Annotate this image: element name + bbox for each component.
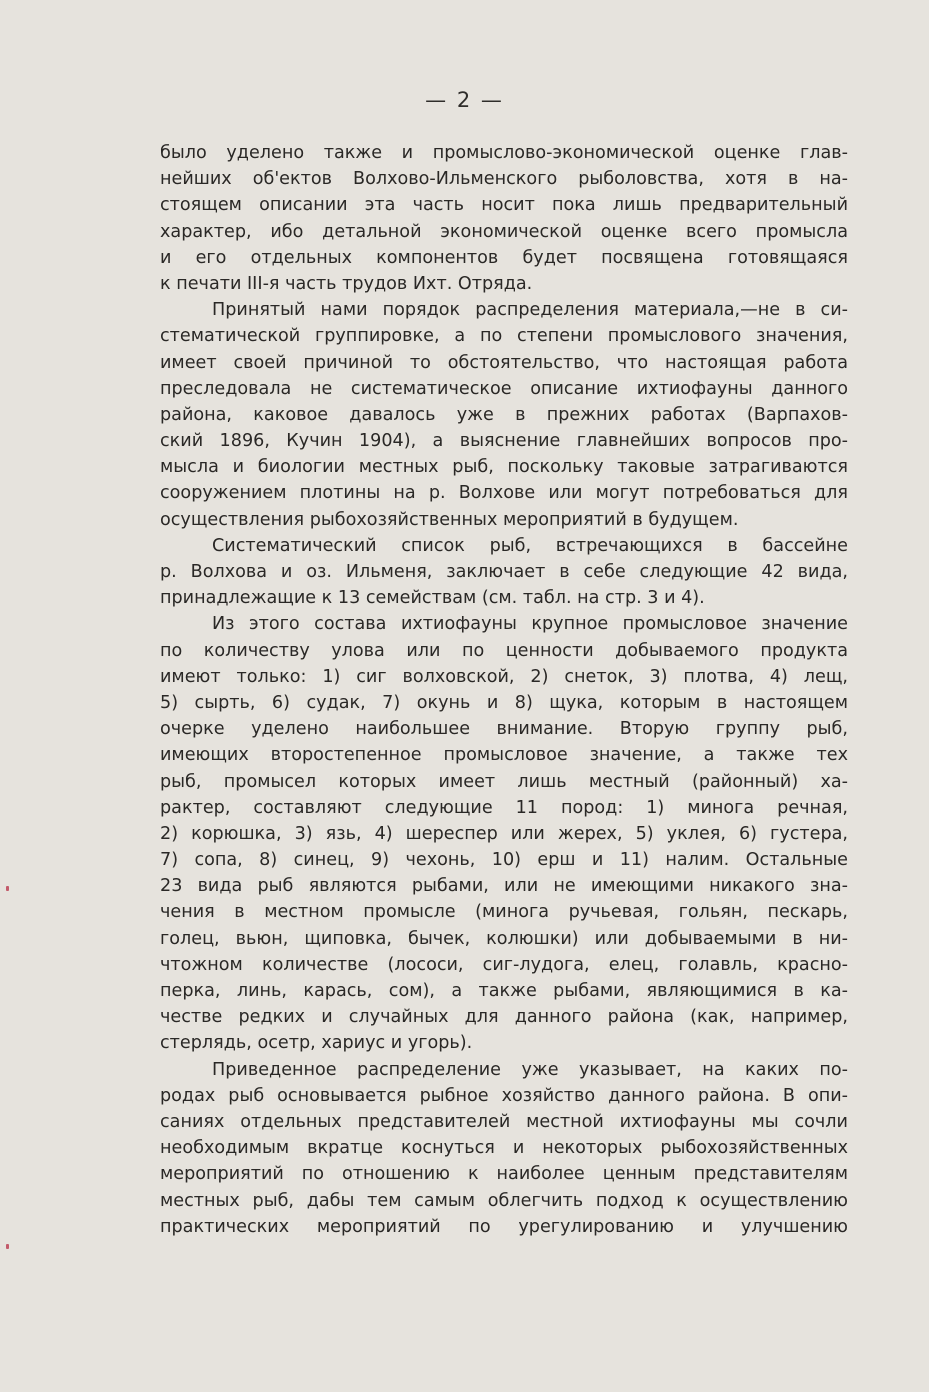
text-line: и его отдельных компонентов будет посвящена готовящаяся [160, 247, 848, 268]
text-line: было уделено также и промыслово-экономической оценке глав- [160, 143, 848, 163]
paragraph [160, 140, 848, 297]
text-line: голец, вьюн, щиповка, бычек, колюшки) или добываемыми в ни- [160, 928, 848, 949]
text-line: мысла и биологии местных рыб, поскольку таковые затрагиваются [160, 457, 848, 478]
text-line: района, каковое давалось уже в прежних работах (Варпахов- [160, 404, 848, 425]
text-line: стематической группировке, а по степени промыслового значения, [160, 326, 848, 347]
text-line: нейших об'ектов Волхово-Ильменского рыболовства, хотя в на- [160, 169, 848, 190]
text-line: р. Волхова и оз. Ильменя, заключает в себе следующие 42 вида, [160, 562, 848, 582]
text-line: рыб, промысел которых имеет лишь местный (районный) ха- [160, 771, 848, 792]
text-line: Принятый нами порядок распределения материала,—не в си- [212, 300, 848, 321]
text-line: имеет своей причиной то обстоятельство, что настоящая работа [160, 352, 848, 373]
text-line: осуществления рыбохозяйственных мероприятий в будущем. [160, 509, 739, 530]
text-line: мероприятий по отношению к наиболее ценным представителям [160, 1164, 848, 1185]
text-line: 23 вида рыб являются рыбами, или не имеющими никакого зна- [160, 876, 848, 897]
text-line: чтожном количестве (лососи, сиг-лудога, елец, голавль, красно- [160, 954, 848, 975]
body-text [160, 140, 848, 1240]
page-number: — 2 — [425, 88, 504, 112]
text-line: саниях отдельных представителей местной ихтиофауны мы сочли [160, 1111, 848, 1132]
text-line: честве редких и случайных для данного района (как, например, [160, 1007, 848, 1028]
text-line: по количеству улова или по ценности добываемого продукта [160, 640, 848, 661]
text-line: имеющих второстепенное промысловое значение, а также тех [160, 745, 848, 766]
paragraph [160, 297, 848, 533]
text-line: 5) сырть, 6) судак, 7) окунь и 8) щука, которым в настоящем [160, 692, 848, 713]
text-line: Из этого состава ихтиофауны крупное промысловое значение [212, 614, 848, 635]
text-line: чения в местном промысле (минога ручьевая, гольян, пескарь, [160, 902, 848, 923]
text-line: перка, линь, карась, сом), а также рыбами, являющимися в ка- [160, 981, 848, 1001]
text-line: 2) корюшка, 3) язь, 4) шереспер или жерех, 5) уклея, 6) густера, [160, 823, 848, 844]
text-line: сооружением плотины на р. Волхове или могут потребоваться для [160, 483, 848, 504]
text-line: имеют только: 1) сиг волховской, 2) снеток, 3) плотва, 4) лещ, [160, 666, 848, 687]
margin-mark [6, 1244, 9, 1249]
text-line: Приведенное распределение уже указывает, на каких по- [212, 1059, 848, 1080]
text-line: рактер, составляют следующие 11 пород: 1) минога речная, [160, 797, 848, 818]
text-line: 7) сопа, 8) синец, 9) чехонь, 10) ерш и 11) налим. Остальные [160, 850, 848, 871]
text-line: практических мероприятий по урегулированию и улучшению [160, 1216, 848, 1237]
paragraph [160, 533, 848, 612]
text-line: к печати III-я часть трудов Ихт. Отряда. [160, 273, 533, 294]
text-line: преследовала не систематическое описание ихтиофауны данного [160, 378, 848, 399]
text-line: очерке уделено наибольшее внимание. Вторую группу рыб, [160, 719, 848, 740]
paragraph [160, 1057, 848, 1240]
text-line: стоящем описании эта часть носит пока лишь предварительный [160, 195, 848, 216]
paragraph [160, 611, 848, 1056]
margin-mark [6, 886, 9, 891]
text-line: местных рыб, дабы тем самым облегчить подход к осуществлению [160, 1190, 848, 1211]
text-line: Систематический список рыб, встречающихся в бассейне [212, 535, 848, 556]
text-line: принадлежащие к 13 семействам (см. табл. на стр. 3 и 4). [160, 588, 705, 609]
text-line: стерлядь, осетр, хариус и угорь). [160, 1033, 473, 1054]
text-line: характер, ибо детальной экономической оценке всего промысла [160, 221, 848, 242]
text-line: родах рыб основывается рыбное хозяйство данного района. В опи- [160, 1085, 848, 1106]
text-line: необходимым вкратце коснуться и некоторых рыбохозяйственных [160, 1138, 848, 1159]
text-line: ский 1896, Кучин 1904), а выяснение главнейших вопросов про- [160, 431, 848, 452]
